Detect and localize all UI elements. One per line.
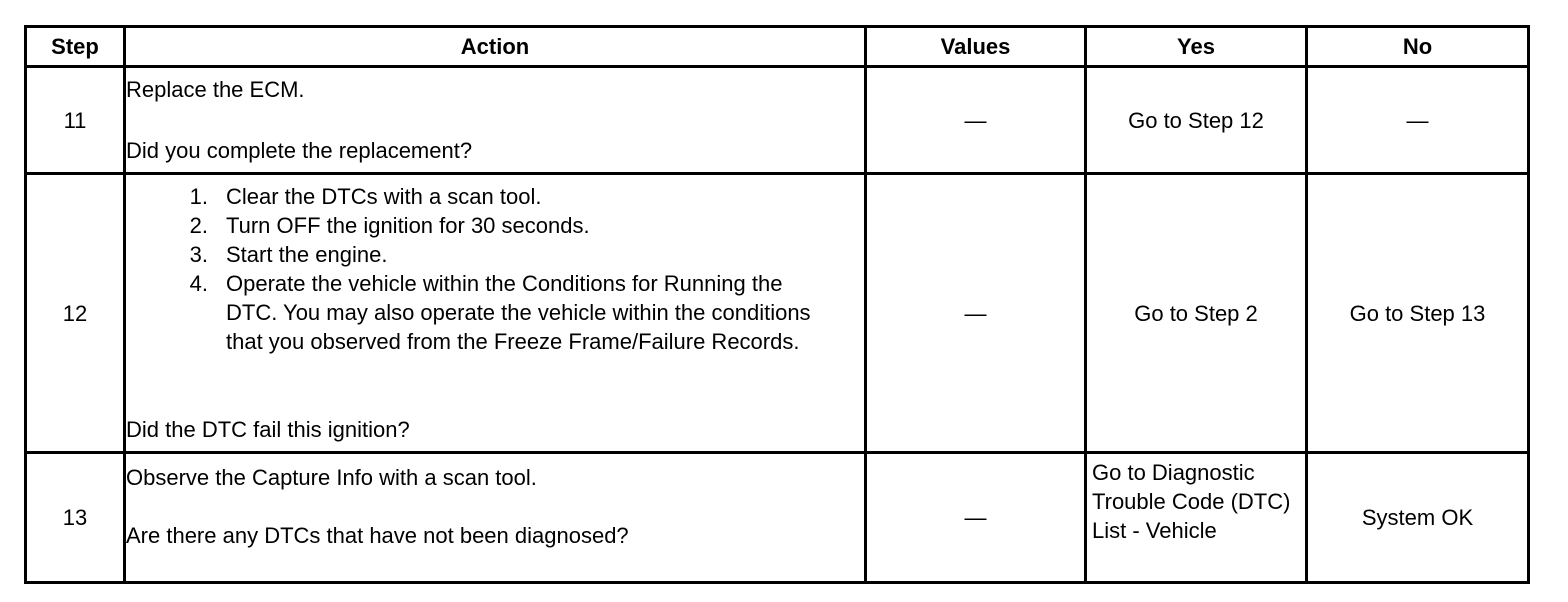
- yes-link-dtc-list[interactable]: Go to Diagnostic Trouble Code (DTC) List - Vehicle: [1086, 453, 1307, 583]
- header-no: No: [1307, 27, 1529, 67]
- header-yes: Yes: [1086, 27, 1307, 67]
- no-cell: —: [1307, 67, 1529, 174]
- step-number: 11: [26, 67, 125, 174]
- values-cell: —: [866, 453, 1086, 583]
- action-question: Did the DTC fail this ignition?: [126, 417, 410, 442]
- table-row: [26, 453, 1529, 583]
- action-text: Replace the ECM.: [126, 77, 305, 102]
- list-item: 2. Turn OFF the ignition for 30 seconds.: [189, 213, 590, 238]
- action-cell: [125, 174, 866, 453]
- yes-link-step-12[interactable]: Go to Step 12: [1086, 67, 1307, 174]
- values-cell: —: [866, 67, 1086, 174]
- table-row: [26, 174, 1529, 453]
- step-number: 12: [26, 174, 125, 453]
- list-item: 1. Clear the DTCs with a scan tool.: [189, 184, 542, 209]
- list-item: 3. Start the engine.: [189, 242, 388, 267]
- no-link-step-13[interactable]: Go to Step 13: [1307, 174, 1529, 453]
- header-row: [26, 27, 1529, 67]
- action-question: Are there any DTCs that have not been diagnosed?: [126, 523, 629, 548]
- header-action: Action: [125, 27, 866, 67]
- header-values: Values: [866, 27, 1086, 67]
- action-cell: [125, 67, 866, 174]
- no-cell: System OK: [1307, 453, 1529, 583]
- action-text: Observe the Capture Info with a scan tool.: [126, 465, 537, 490]
- action-question: Did you complete the replacement?: [126, 138, 473, 163]
- list-item: 4. Operate the vehicle within the Conditions for Running the DTC. You may also operate the vehicle within the conditions that you observed from the Freeze Frame/Failure Records.: [189, 271, 811, 354]
- values-cell: —: [866, 174, 1086, 453]
- step-number: 13: [26, 453, 125, 583]
- yes-link-step-2[interactable]: Go to Step 2: [1086, 174, 1307, 453]
- table-row: [26, 67, 1529, 174]
- diagnostic-table: [24, 25, 1530, 584]
- action-cell: [125, 453, 866, 583]
- action-step-list: [126, 182, 864, 356]
- header-step: Step: [26, 27, 125, 67]
